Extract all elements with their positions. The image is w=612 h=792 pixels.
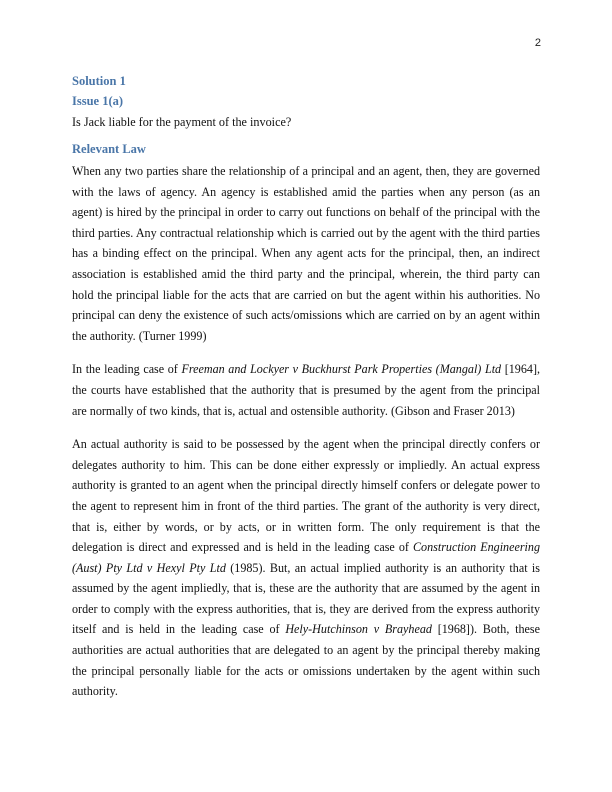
case-name: Freeman and Lockyer v Buckhurst Park Properties (Mangal) Ltd bbox=[181, 362, 502, 377]
paragraph-agency-law: When any two parties share the relationship of a principal and an agent, then, they are governed with the laws of agency. An agency is established amid the parties when any person (as an agent) is hired by the principal in order to carry out functions on behalf of the principal with the third parties. Any contractual relationship which is carried out by the agent with the third parties has a binding effect on the principal. When any agent acts for the principal, then, an indirect association is established amid the third party and the principal, wherein, the third party can hold the principal liable for the acts that are carried on but the agent within his authorities. No principal can deny the existence of such acts/omissions which are carried on by an agent within the authority. (Turner 1999) bbox=[72, 164, 540, 343]
paragraph-freeman-case bbox=[72, 359, 540, 421]
paragraph-text: (1985). But, an actual implied authority is an authority that is assumed by the agent impliedly, that is, these are the authority that are assumed by the agent in order to comply with the express authorities, that is, they are derived from the express authority itself and is held in the leading case of bbox=[72, 560, 540, 637]
case-name: Hely-Hutchinson v Brayhead bbox=[285, 622, 432, 637]
paragraph-text: [1968]). Both, these authorities are actual authorities that are delegated to an agent by the principal thereby making the principal personally liable for the acts or omissions undertaken by the agent within such authority. bbox=[72, 622, 540, 699]
page-number: 2 bbox=[534, 37, 541, 49]
case-name: Construction Engineering (Aust) Pty Ltd v Hexyl Pty Ltd bbox=[72, 540, 540, 575]
relevant-law-heading: Relevant Law bbox=[72, 142, 146, 156]
paragraph-text: An actual authority is said to be possessed by the agent when the principal directly confers or delegates authority to him. This can be done either expressly or impliedly. An actual express authority is granted to an agent when the principal directly himself confers or delegate power to the agent to represent him in front of the third parties. The grant of the authority is very direct, that is, either by words, or by acts, or in written form. The only requirement is that the delegation is direct and expressed and is held in the leading case of bbox=[72, 437, 540, 555]
paragraph-text: In the leading case of bbox=[72, 362, 182, 377]
issue-heading: Issue 1(a) bbox=[72, 94, 124, 108]
document-body bbox=[72, 71, 540, 715]
paragraph-actual-authority bbox=[72, 434, 540, 702]
issue-question: Is Jack liable for the payment of the invoice? bbox=[72, 115, 292, 129]
solution-heading: Solution 1 bbox=[72, 74, 126, 88]
paragraph-text: [1964], the courts have established that the authority that is presumed by the agent from the principal are normally of two kinds, that is, actual and ostensible authority. (Gibson and Fraser 2013) bbox=[72, 362, 540, 418]
